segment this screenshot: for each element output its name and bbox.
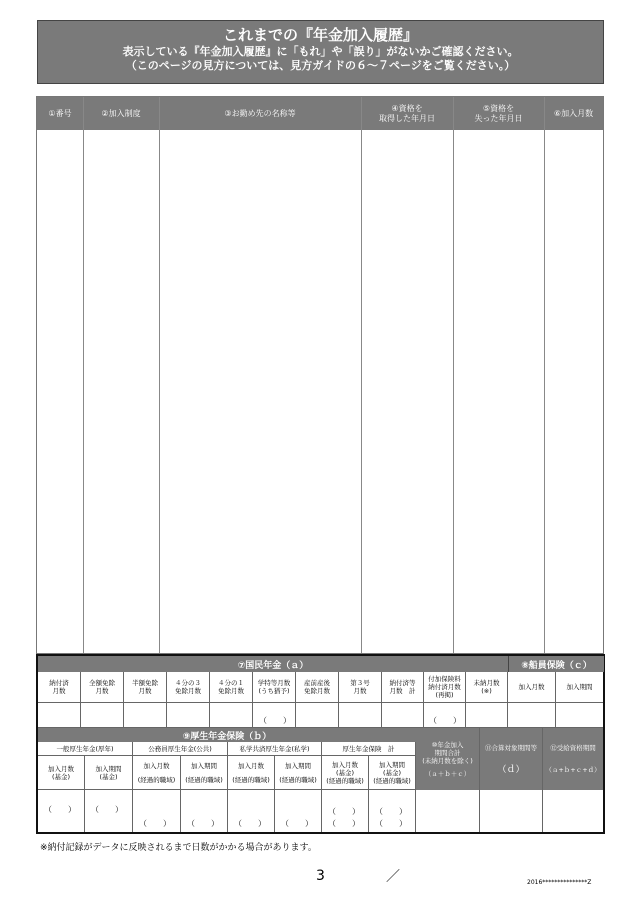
- page-slash: ／: [386, 869, 400, 885]
- label: 月数: [95, 687, 109, 695]
- label: 第３号: [350, 679, 370, 687]
- paren-placeholder: （ ）: [44, 805, 76, 814]
- label: 加入期間: [95, 764, 122, 773]
- label: 産前産後: [304, 679, 330, 687]
- ep-general-period-header: [85, 756, 133, 790]
- np-additional-premium-header: [424, 672, 466, 703]
- label: (基金): [51, 772, 71, 781]
- seamen-insurance-band: ⑧船員保険（ｃ）: [508, 656, 604, 672]
- label: (経過的職域): [326, 776, 364, 785]
- col-months: ⑥加入月数: [553, 108, 594, 118]
- np-full-exempt-header: [81, 672, 124, 703]
- ep-private-period-header: [275, 756, 322, 790]
- ep-total-period-header: [369, 756, 416, 790]
- page-title: これまでの『年金加入履歴』: [222, 26, 418, 44]
- header-guide-note: （このページの見方については、見方ガイドの６～７ページをご覧ください。）: [125, 59, 516, 72]
- label: 加入期間: [379, 760, 405, 769]
- label: (基金): [382, 768, 402, 777]
- label: 月数: [353, 687, 367, 695]
- label: (※): [481, 687, 492, 695]
- col-acquired-date-line1: ④資格を: [391, 103, 423, 113]
- label: 月数 計: [389, 687, 416, 695]
- label: (再掲): [435, 691, 454, 699]
- col-system: ②加入制度: [101, 108, 141, 118]
- label: (経過的職域): [185, 775, 223, 784]
- label: 納付済月数: [428, 683, 461, 691]
- label: （ａ＋ｂ＋ｃ）: [424, 769, 471, 778]
- col-lost-date-line1: ⑤資格を: [482, 103, 515, 113]
- np-maternity-exempt-header: [296, 672, 339, 703]
- col-lost-date: [453, 97, 544, 130]
- national-pension-band: ⑦国民年金（ａ）: [38, 656, 508, 672]
- label: ４分の３: [175, 679, 201, 687]
- label: (基金): [99, 772, 118, 781]
- covered-period-value: [480, 790, 543, 832]
- np-value-cell: [210, 703, 253, 728]
- seamen-value-cell: [508, 703, 556, 728]
- label: ⑩年金加入: [431, 740, 464, 749]
- label: (経過的職域): [279, 775, 317, 784]
- label: 加入月数: [332, 760, 358, 769]
- ep-value-cell: [133, 790, 181, 832]
- page-number: 3: [316, 868, 325, 884]
- employee-pension-band: ⑨厚生年金保険（ｂ）: [38, 728, 416, 742]
- eligibility-header: [543, 728, 603, 790]
- label: ４分の１: [218, 679, 244, 687]
- label: (経過的職域): [373, 776, 411, 785]
- np-value-cell: [38, 703, 81, 728]
- header-instruction: 表示している『年金加入履歴』に「もれ」や「誤り」がないかご確認ください。: [122, 45, 519, 58]
- paren-placeholder: （ ）: [375, 807, 407, 816]
- label: （ａ+ｂ+ｃ+ｄ）: [545, 766, 601, 774]
- history-table: [36, 96, 604, 654]
- total-period-value: [416, 790, 480, 832]
- divider: [159, 97, 160, 653]
- label: 月数: [138, 687, 152, 695]
- label: 免除月数: [304, 687, 330, 695]
- label: (経過的職域): [137, 775, 176, 784]
- ep-general-group: 一般厚生年金(厚年): [38, 742, 133, 756]
- covered-period-header: [480, 728, 543, 790]
- label: (基金): [335, 768, 355, 777]
- ep-value-cell: [322, 790, 369, 832]
- np-value-cell: [424, 703, 466, 728]
- label: 加入期間: [285, 761, 311, 770]
- ep-private-months-header: [228, 756, 275, 790]
- np-quarter-exempt-header: [210, 672, 253, 703]
- ep-value-cell: [38, 790, 85, 832]
- np-value-cell: [124, 703, 167, 728]
- ep-general-months-header: [38, 756, 85, 790]
- paren-placeholder: （ ）: [328, 819, 360, 828]
- divider: [544, 97, 545, 653]
- label: 納付済: [49, 679, 69, 687]
- summary-table: [36, 654, 605, 834]
- label: 免除月数: [175, 687, 201, 695]
- paren-placeholder: （ ）: [91, 805, 123, 814]
- np-category3-header: [339, 672, 382, 703]
- paren-placeholder: （ ）: [234, 819, 266, 828]
- ep-public-group: 公務員厚生年金(公共): [133, 742, 228, 756]
- col-acquired-date-line2: 取得した年月日: [379, 113, 435, 123]
- col-acquired-date: [361, 97, 453, 130]
- label: 付加保険料: [428, 675, 461, 683]
- divider: [453, 97, 454, 653]
- label: 未納月数: [473, 679, 500, 687]
- np-value-cell: [81, 703, 124, 728]
- label: 半額免除: [132, 679, 158, 687]
- label: 学特等月数: [257, 679, 291, 687]
- seamen-period-header: 加入期間: [556, 672, 603, 703]
- seamen-value-cell: [556, 703, 603, 728]
- label: 期間合計: [434, 748, 461, 757]
- paren-placeholder: （ ）: [429, 716, 461, 725]
- page-header-banner: [37, 20, 604, 84]
- seamen-months-header: 加入月数: [508, 672, 556, 703]
- divider: [361, 97, 362, 653]
- paren-placeholder: （ ）: [375, 819, 407, 828]
- paren-placeholder: （ ）: [139, 819, 171, 828]
- ep-public-months-header: [133, 756, 181, 790]
- ep-value-cell: [228, 790, 275, 832]
- np-paid-total-header: [382, 672, 424, 703]
- np-unpaid-months-header: [466, 672, 508, 703]
- ep-total-months-header: [322, 756, 369, 790]
- data-reflection-note: ※納付記録がデータに反映されるまで日数がかかる場合があります。: [40, 843, 317, 853]
- np-value-cell: [296, 703, 339, 728]
- paren-placeholder: （ ）: [187, 819, 219, 828]
- total-period-header: [416, 728, 480, 790]
- label: （ｄ）: [497, 765, 525, 775]
- eligibility-value: [543, 790, 603, 832]
- col-number: ①番号: [48, 108, 72, 118]
- ep-value-cell: [275, 790, 322, 832]
- ep-value-cell: [85, 790, 133, 832]
- np-half-exempt-header: [124, 672, 167, 703]
- np-value-cell: [167, 703, 210, 728]
- ep-private-school-group: 私学共済厚生年金(私学): [228, 742, 322, 756]
- ep-total-group: 厚生年金保険 計: [322, 742, 416, 756]
- ep-value-cell: [369, 790, 416, 832]
- np-value-cell: [382, 703, 424, 728]
- np-value-cell: [253, 703, 296, 728]
- np-value-cell: [339, 703, 382, 728]
- ep-public-period-header: [181, 756, 228, 790]
- np-student-months-header: [253, 672, 296, 703]
- col-employer: ③お勤め先の名称等: [224, 108, 296, 118]
- label: 全額免除: [89, 679, 115, 687]
- label: 加入期間: [191, 761, 217, 770]
- document-code: 2016***************Z: [527, 879, 592, 886]
- label: 加入月数: [48, 764, 74, 773]
- col-lost-date-line2: 失った年月日: [474, 113, 523, 123]
- label: 納付済等: [389, 679, 416, 687]
- label: (経過的職域): [232, 775, 270, 784]
- label: 免除月数: [218, 687, 244, 695]
- label: 加入月数: [238, 761, 264, 770]
- label: ⑫受給資格期間: [550, 744, 596, 752]
- ep-value-cell: [181, 790, 228, 832]
- np-value-cell: [466, 703, 508, 728]
- label: 月数: [52, 687, 66, 695]
- paren-placeholder: （ ）: [281, 819, 313, 828]
- label: (未納月数を除く): [422, 756, 473, 765]
- paren-placeholder: （ ）: [259, 716, 291, 725]
- np-paid-months-header: [38, 672, 81, 703]
- label: ⑪合算対象期間等: [485, 744, 537, 752]
- paren-placeholder: （ ）: [328, 807, 360, 816]
- np-three-quarter-exempt-header: [167, 672, 210, 703]
- divider: [83, 97, 84, 653]
- label: (うち猶予): [258, 687, 290, 695]
- label: 加入月数: [143, 761, 170, 770]
